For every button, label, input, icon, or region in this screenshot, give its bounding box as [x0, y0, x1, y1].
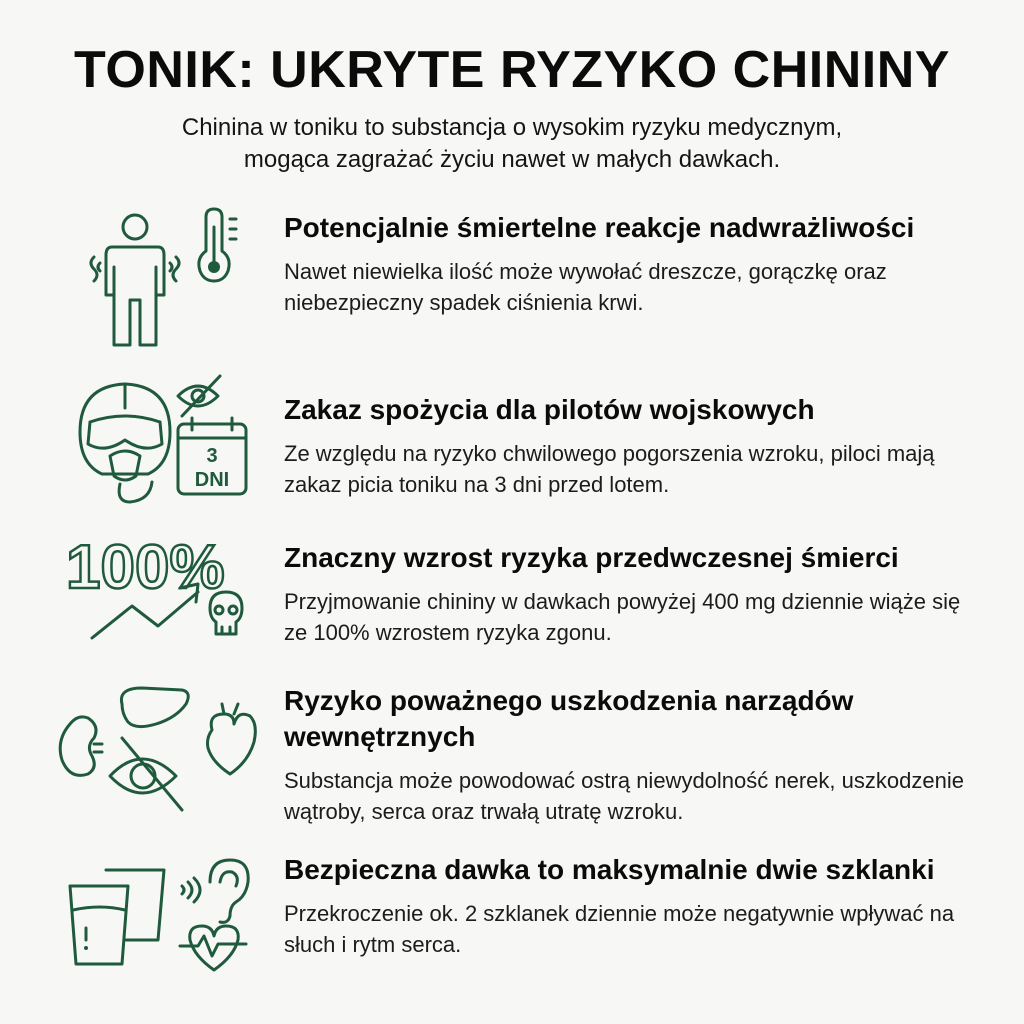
item-body: Przyjmowanie chininy w dawkach powyżej 400 mg dziennie wiąże się ze 100% wzrostem ryzyka zgonu. [284, 589, 961, 645]
glasses-ear-heartbeat-icon [64, 852, 254, 977]
calendar-number: 3 [206, 445, 218, 467]
item-body: Przekroczenie ok. 2 szklanek dziennie może negatywnie wpływać na słuch i rytm serca. [284, 901, 955, 957]
item-body: Ze względu na ryzyko chwilowego pogorszenia wzroku, piloci mają zakaz picia toniku na 3 dni przed lotem. [284, 441, 935, 497]
calendar-days-label: DNI [194, 469, 230, 491]
organs-kidney-liver-heart-eye-icon [52, 678, 262, 818]
item-title: Bezpieczna dawka to maksymalnie dwie szklanki [284, 854, 935, 885]
percent-rising-arrow-skull-icon [62, 530, 262, 650]
pilot-helmet-calendar-icon [70, 372, 260, 507]
page-title: TONIK: UKRYTE RYZYKO CHININY [74, 41, 950, 99]
item-title: Zakaz spożycia dla pilotów wojskowych [284, 394, 815, 425]
person-shivering-thermometer-icon [80, 205, 250, 355]
subtitle-line-2: mogąca zagrażać życiu nawet w małych dawkach. [243, 146, 781, 173]
item-title: Potencjalnie śmiertelne reakcje nadwrażliwości [284, 212, 915, 243]
percent-text: 100% [66, 533, 225, 602]
page-subtitle [112, 112, 912, 176]
item-body: Nawet niewielka ilość może wywołać dreszcze, gorączkę oraz niebezpieczny spadek ciśnienia krwi. [284, 259, 887, 315]
item-title: Ryzyko poważnego uszkodzenia narządów wewnętrznych [284, 685, 854, 752]
subtitle-line-1: Chinina w toniku to substancja o wysokim ryzyku medycznym, [181, 114, 843, 141]
item-body: Substancja może powodować ostrą niewydolność nerek, uszkodzenie wątroby, serca oraz trwałą utratę wzroku. [284, 768, 964, 824]
item-title: Znaczny wzrost ryzyka przedwczesnej śmierci [284, 542, 899, 573]
